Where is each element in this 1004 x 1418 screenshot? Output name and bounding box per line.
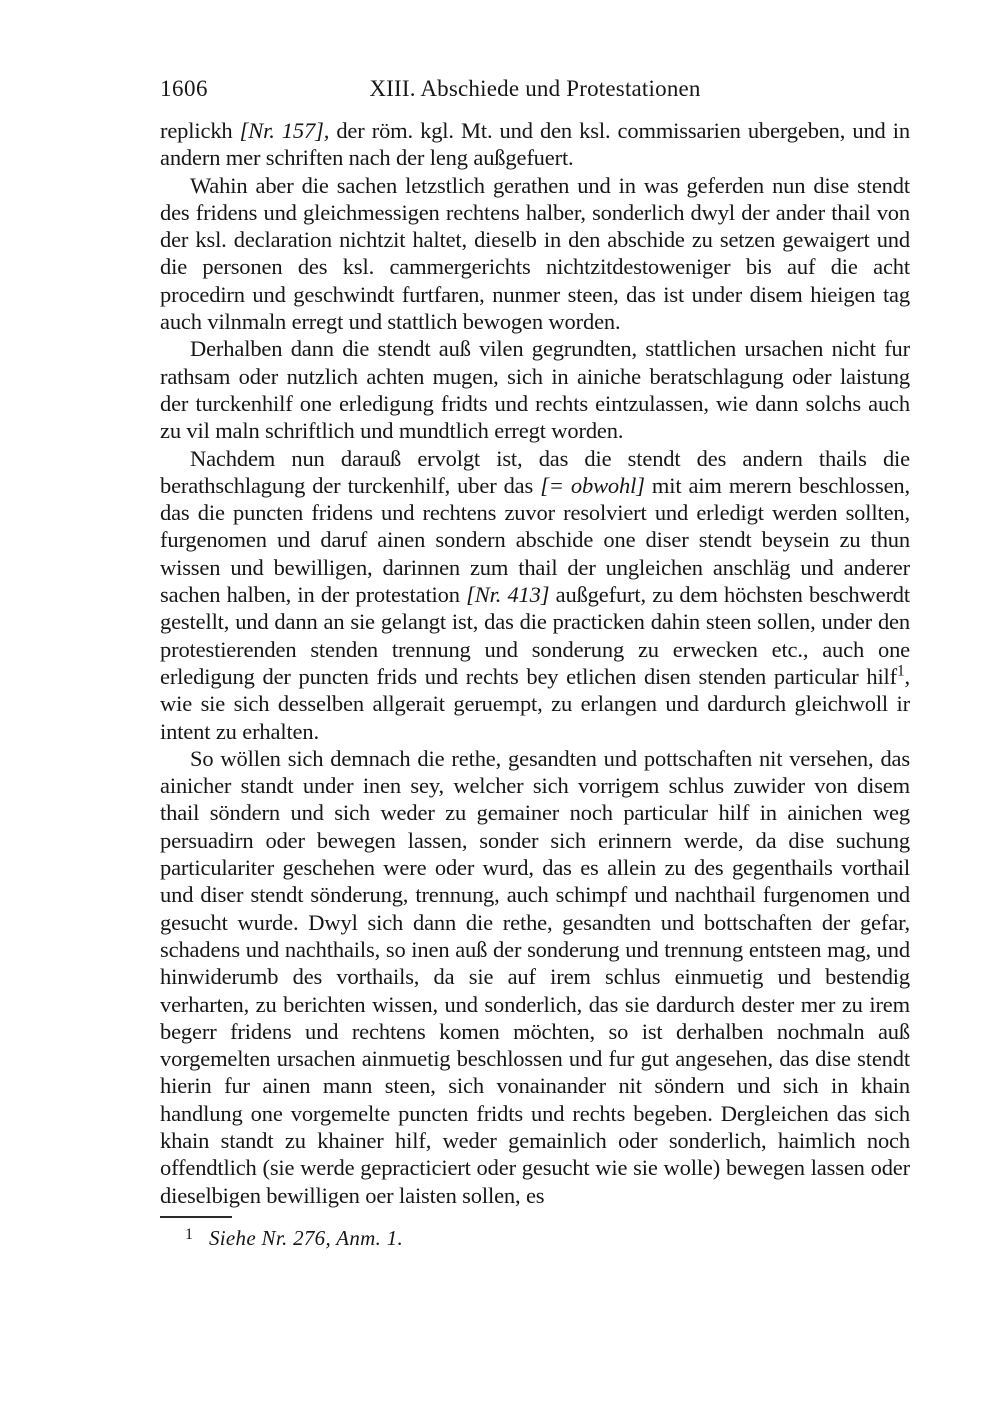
text-run: So wöllen sich demnach die rethe, gesandten und pottschaften nit versehen, das ainicher standt under inen sey, welcher sich vorrigem schlus zuwider von disem thail söndern und sich weder zu gemainer noch particular hilf in ainichen weg persuadirn oder bewegen lassen, sonder sich erinnern werde, da dise suchung particulariter geschehen were oder wurd, das es allein zu des gegenthails vorthail und diser stendt sönderung, trennung, auch schimpf und nachthail furgenomen und gesucht wurde. Dwyl sich dann die rethe, gesandten und bottschaften der gefar, schadens und nachthails, so inen auß der sonderung und trennung entsteen mag, und hinwiderumb des vorthails, da sie auf irem schlus einmuetig und bestendig verharten, zu berichten wissen, und sonderlich, das sie dardurch dester mer zu irem begerr fridens und rechtens komen möchten, so ist derhalben nochmaln auß vorgemelten ursachen ainmuetig beschlossen und fur gut angesehen, das dise stendt hierin fur ainen mann steen, sich vonainander nit söndern und sich in khain handlung one vorgemelte puncten fridts und rechts begeben. Dergleichen das sich khain standt zu khainer hilf, weder gemainlich oder sonderlich, haimlich noch offendtlich (sie werde gepracticiert oder gesucht wie sie wolle) bewegen lassen oder dieselbigen bewilligen oer laisten sollen, es bbox=[160, 745, 910, 1208]
text-run: der röm. kgl. Mt. und den ksl. commissarien ubergeben, und in andern mer schriften nach der leng außgefuert. bbox=[160, 118, 910, 171]
text-run: replickh bbox=[160, 118, 240, 143]
text-run: , wie sie sich desselben allgerait geruempt, zu erlangen und dardurch gleichwoll ir intent zu erhalten. bbox=[160, 663, 910, 744]
text-run: Wahin aber die sachen letzstlich gerathen und in was geferden nun dise stendt des fridens und gleichmessigen rechtens halber, sonderlich dwyl der ander thail von der ksl. declaration nichtzit haltet, dieselb in den abschide zu setzen gewaigert und die personen des ksl. cammergerichts nichtzitdestoweniger bis auf die acht procedirn und geschwindt furtfaren, nunmer steen, das ist under disem hieigen tag auch vilnmaln erregt und stattlich bewogen worden. bbox=[160, 172, 910, 335]
footnote-separator-rule bbox=[160, 1216, 232, 1218]
footnote-reference: 1 bbox=[897, 662, 905, 680]
paragraph bbox=[160, 745, 910, 1209]
footnote-text: Siehe Nr. 276, Anm. 1. bbox=[209, 1226, 404, 1250]
body-text bbox=[160, 117, 910, 1209]
paragraph bbox=[160, 445, 910, 745]
paragraph bbox=[160, 335, 910, 444]
editorial-reference: [Nr. 413] bbox=[466, 582, 550, 608]
page-number: 1606 bbox=[160, 76, 208, 101]
running-head: XIII. Abschiede und Protestationen bbox=[369, 76, 701, 101]
text-run: außgefurt, zu dem höchsten beschwerdt gestellt, und dann an sie gelangt ist, das die practicken dahin steen sollen, under den protestierenden stenden trennung und sonderung zu erwecken etc., auch one erledigung der puncten frids und rechts bey etlichen disen stenden particular hilf bbox=[160, 582, 910, 689]
paragraph bbox=[160, 117, 910, 172]
page-header bbox=[160, 76, 910, 108]
paragraph bbox=[160, 172, 910, 336]
editorial-reference: [Nr. 157], bbox=[239, 118, 330, 143]
text-run: Nachdem nun darauß ervolgt ist, das die stendt des andern thails die berathschlagung der turckenhilf, uber das bbox=[160, 445, 910, 498]
footnote-marker: 1 bbox=[185, 1226, 193, 1243]
editorial-reference: [= obwohl] bbox=[540, 472, 645, 498]
text-run: Derhalben dann die stendt auß vilen gegrundten, stattlichen ursachen nicht fur rathsam oder nutzlich achten mugen, sich in ainiche beratschlagung oder laistung der turckenhilf one erledigung fridts und rechts eintzulassen, wie dann solchs auch zu vil maln schriftlich und mundtlich erregt worden. bbox=[160, 336, 910, 444]
footnote-block bbox=[160, 1216, 910, 1251]
text-run: mit aim merern beschlossen, das die puncten fridens und rechtens zuvor resolviert und erledigt werden sollten, furgenomen und daruf ainen sondern abschide one diser stendt beysein zu thun wissen und bewilligen, darinnen zum thail der ungleichen anschläg und anderer sachen halben, in der protestation bbox=[160, 472, 910, 608]
footnote-line bbox=[160, 1222, 910, 1251]
